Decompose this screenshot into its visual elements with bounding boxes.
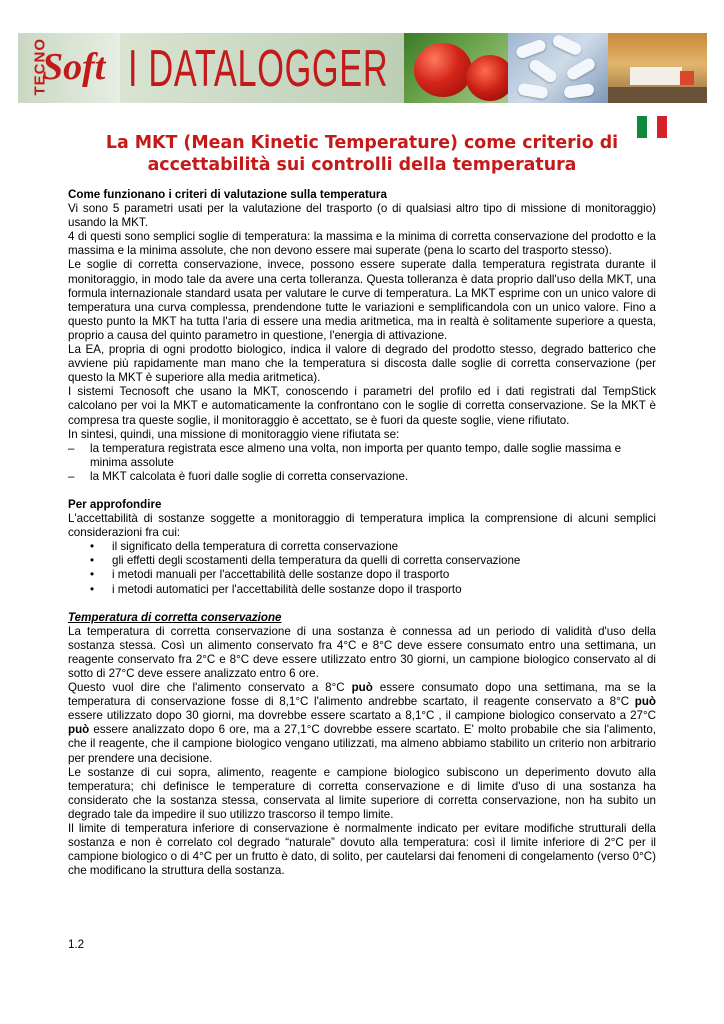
section-heading-temperatura: Temperatura di corretta conservazione — [68, 610, 282, 624]
title-line-1: La MKT (Mean Kinetic Temperature) come criterio di — [105, 133, 619, 153]
rejection-criteria-list — [68, 442, 656, 484]
paragraph: Il limite di temperatura inferiore di conservazione è normalmente indicato per evitare modifiche strutturali della sostanza e non è correlato col degrado “naturale” dovuto alla temperatura: così il limite inferiore di 2°C per il campione biologico o di 4°C per un frutto è dato, di solito, per cautelarsi dai fenomeni di congelamento (verso 0°C) che modificano la struttura della sostanza. — [68, 822, 656, 878]
logo-soft-text: Soft — [42, 46, 106, 88]
list-item: – la MKT calcolata è fuori dalle soglie di corretta conservazione. — [68, 470, 656, 484]
paragraph: Vi sono 5 parametri usati per la valutazione del trasporto (o di qualsiasi altro tipo di missione di monitoraggio) usando la MKT. — [68, 202, 656, 230]
section-heading-approfondire: Per approfondire — [68, 497, 162, 511]
list-item: • i metodi automatici per l'accettabilità delle sostanze dopo il trasporto — [68, 583, 656, 597]
paragraph: 4 di questi sono semplici soglie di temperatura: la massima e la minima di corretta conservazione del prodotto e la massima e la minima assolute, che non devono essere mai superate (pena lo scarto del trasporto stesso). — [68, 230, 656, 258]
considerations-list — [68, 540, 656, 596]
document-body — [68, 188, 656, 878]
document-title — [80, 132, 644, 176]
paragraph: Le soglie di corretta conservazione, invece, possono essere superate dalla temperatura registrata durante il monitoraggio, in modo tale da avere una certa tolleranza. Questa tolleranza è data proprio dall'uso della MKT, una formula internazionale standard usata per valutare le curve di temperatura. La MKT esprime con un unico valore di temperatura una curva complessa, prendendone tutte le variazioni e semplificandola con un unico valore. Fino a questo punto la MKT ha tutta l'aria di essere una media aritmetica, ma in realtà è solitamente superiore a questa, proprio a causa del quinto parametro in questione, l'energia di attivazione. — [68, 258, 656, 342]
paragraph: Le sostanze di cui sopra, alimento, reagente e campione biologico subiscono un deperimento dovuto alla temperatura; chi definisce le temperature di corretta conservazione e di limite d'uso di una sostanza ha considerato che la sostanza stessa, conservata al limite superiore di corretta conservazione, non ha subito un degrado tale da impedire il suo utilizzo trascorso il tempo limite. — [68, 765, 656, 821]
banner-title: I DATALOGGER — [128, 40, 389, 98]
list-item: • gli effetti degli scostamenti della temperatura da quelli di corretta conservazione — [68, 554, 656, 568]
banner-title-band — [120, 33, 430, 103]
logo-tecno-text: TECNO — [31, 38, 49, 96]
list-item: • i metodi manuali per l'accettabilità delle sostanze dopo il trasporto — [68, 568, 656, 582]
pills-image — [508, 33, 608, 103]
tecnosoft-logo — [18, 33, 120, 103]
paragraph: L'accettabilità di sostanze soggette a monitoraggio di temperatura implica la comprensione di alcuni semplici considerazioni fra cui: — [68, 512, 656, 540]
title-line-2: accettabilità sui controlli della temperatura — [147, 155, 577, 175]
list-item: • il significato della temperatura di corretta conservazione — [68, 540, 656, 554]
paragraph: I sistemi Tecnosoft che usano la MKT, conoscendo i parametri del profilo ed i dati registrati dal TempStick calcolano per voi la MKT e automaticamente la confrontano con le soglie di corretta conservazione. Se la MKT è compresa tra queste soglie, il monitoraggio è accettato, se è fuori da queste soglie, viene rifiutato. — [68, 385, 656, 427]
page-number: 1.2 — [68, 938, 85, 951]
section-heading-criteri: Come funzionano i criteri di valutazione sulla temperatura — [68, 188, 387, 201]
truck-image — [608, 33, 707, 103]
paragraph-puo: Questo vuol dire che l'alimento conservato a 8°C può essere consumato dopo una settimana, ma se la temperatura di conservazione fosse di 8,1°C l'alimento andrebbe scartato, il reagente conservato a 8°C può essere utilizzato dopo 30 giorni, ma dovrebbe essere scartato a 8,1°C , il campione biologico conservato a 27°C può essere analizzato dopo 6 ore, ma a 27,1°C dovrebbe essere scartato. E' molto probabile che sia l'alimento, che il reagente, che il campione biologico vengano utilizzati, ma almeno abbiamo stabilito un criterio non arbitrario per prendere una decisione. — [68, 681, 657, 765]
header-banner — [18, 33, 707, 103]
paragraph: La EA, propria di ogni prodotto biologico, indica il valore di degrado del prodotto stesso, degrado batterico che avviene più rapidamente man mano che la temperatura si discosta dalle soglie di corretta conservazione (per questo la MKT è superiore alla media aritmetica). — [68, 343, 656, 385]
paragraph: La temperatura di corretta conservazione di una sostanza è connessa ad un periodo di validità d'uso della sostanza stessa. Così un alimento conservato fra 4°C e 8°C deve essere consumato entro una settimana, un reagente conservato fra 2°C e 8°C deve essere utilizzato entro 30 giorni, un campione biologico conservato al di sotto di 27°C deve essere analizzato entro 6 ore. — [68, 624, 656, 680]
paragraph: In sintesi, quindi, una missione di monitoraggio viene rifiutata se: — [68, 427, 400, 441]
list-item: – la temperatura registrata esce almeno una volta, non importa per quanto tempo, dalle soglie massima e minima assolute — [68, 442, 656, 470]
tomato-image — [404, 33, 508, 103]
